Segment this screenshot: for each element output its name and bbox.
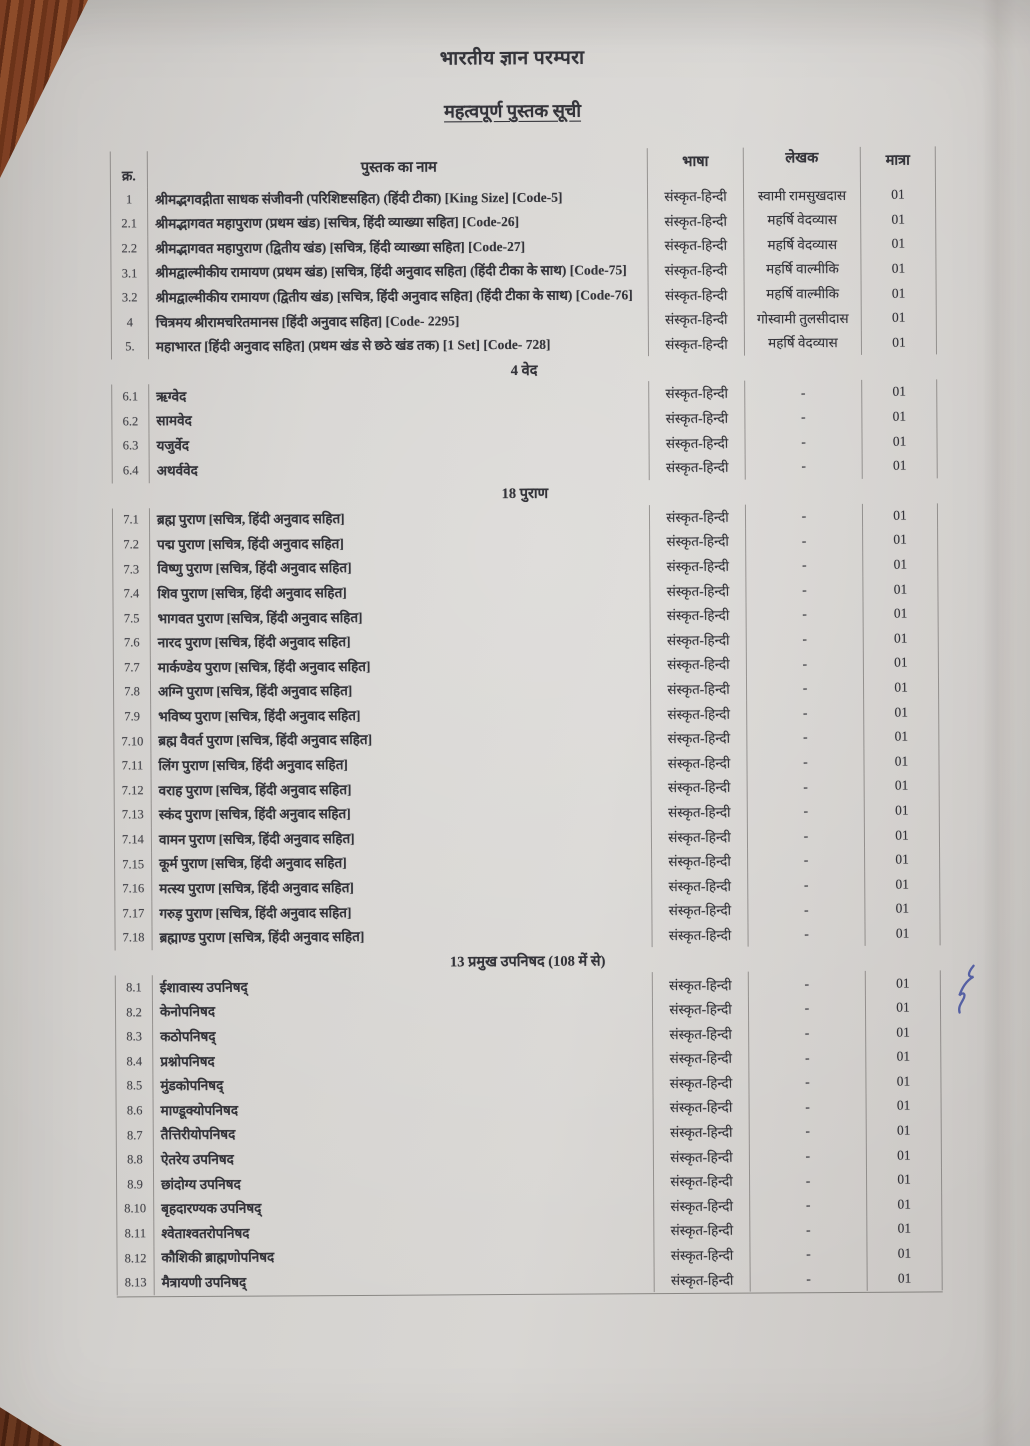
row-author: - <box>747 626 864 651</box>
row-no: 7.13 <box>114 803 152 828</box>
row-author: - <box>747 725 864 750</box>
row-author: - <box>749 1069 866 1094</box>
row-name: ऐतरेय उपनिषद <box>154 1145 654 1173</box>
row-lang: संस्कृत-हिन्दी <box>654 1193 750 1218</box>
row-lang: संस्कृत-हिन्दी <box>653 996 749 1021</box>
row-name: श्रीमद्भागवत महापुराण (प्रथम खंड) [सचित्र, हिंदी व्याख्या सहित] [Code-26] <box>148 209 648 237</box>
row-lang: संस्कृत-हिन्दी <box>654 1119 750 1144</box>
row-no: 8.13 <box>117 1271 155 1296</box>
row-no: 6.2 <box>111 409 149 434</box>
row-name: वराह पुराण [सचित्र, हिंदी अनुवाद सहित] <box>152 775 652 803</box>
row-author: - <box>749 971 866 996</box>
row-no: 7.15 <box>114 852 152 877</box>
row-name: भागवत पुराण [सचित्र, हिंदी अनुवाद सहित] <box>151 603 651 631</box>
row-qty: 01 <box>865 823 940 848</box>
row-no: 4 <box>111 310 149 335</box>
row-lang: संस्कृत-हिन्दी <box>651 627 747 652</box>
row-no: 7.14 <box>114 827 152 852</box>
row-lang: संस्कृत-हिन्दी <box>651 725 747 750</box>
row-qty: 01 <box>863 528 938 553</box>
desk-corner-bottom-left <box>0 1402 62 1446</box>
row-qty: 01 <box>866 971 941 996</box>
row-no: 7.8 <box>113 680 151 705</box>
row-qty: 01 <box>861 256 936 281</box>
row-lang: संस्कृत-हिन्दी <box>649 430 745 455</box>
row-qty: 01 <box>861 232 936 257</box>
row-author: - <box>748 872 865 897</box>
row-no: 5. <box>111 335 149 360</box>
row-no: 7.4 <box>112 582 150 607</box>
row-lang: संस्कृत-हिन्दी <box>650 553 746 578</box>
row-author: - <box>749 1045 866 1070</box>
row-no: 8.6 <box>116 1098 154 1123</box>
row-no: 7.9 <box>113 705 151 730</box>
row-name: मुंडकोपनिषद् <box>153 1071 653 1099</box>
row-qty: 01 <box>867 1118 942 1143</box>
row-author: महर्षि वाल्मीकि <box>744 257 861 282</box>
row-name: कठोपनिषद् <box>153 1022 653 1050</box>
header-language: भाषा <box>648 148 744 185</box>
row-lang: संस्कृत-हिन्दी <box>651 602 747 627</box>
row-no: 3.2 <box>111 286 149 311</box>
row-lang: संस्कृत-हिन्दी <box>649 381 745 406</box>
row-no: 8.1 <box>115 975 153 1000</box>
row-qty: 01 <box>864 626 939 651</box>
row-lang: संस्कृत-हिन्दी <box>648 184 744 209</box>
row-lang: संस्कृत-हिन्दी <box>652 799 748 824</box>
pen-mark-icon <box>947 961 983 1020</box>
row-name: यजुर्वेद <box>149 431 649 459</box>
row-qty: 01 <box>862 305 937 330</box>
row-qty: 01 <box>863 453 938 478</box>
row-qty: 01 <box>866 1044 941 1069</box>
table-row <box>112 453 938 483</box>
page-subtitle: महत्वपूर्ण पुस्तक सूची <box>443 100 582 122</box>
row-name: वामन पुराण [सचित्र, हिंदी अनुवाद सहित] <box>152 824 652 852</box>
row-author: - <box>748 774 865 799</box>
row-qty: 01 <box>866 1020 941 1045</box>
row-no: 2.1 <box>110 212 148 237</box>
table-row <box>111 330 937 360</box>
row-name: श्रीमद्भगवद्गीता साधक संजीवनी (परिशिष्टसहित) (हिंदी टीका) [King Size] [Code-5] <box>148 184 648 212</box>
row-lang: संस्कृत-हिन्दी <box>655 1267 751 1292</box>
row-author: स्वामी रामसुखदास <box>744 183 861 208</box>
row-no: 7.16 <box>114 877 152 902</box>
row-author: - <box>750 1242 867 1267</box>
row-name: मैत्रायणी उपनिषद् <box>155 1268 655 1296</box>
header-author: लेखक <box>744 147 861 184</box>
row-qty: 01 <box>865 773 940 798</box>
row-author: - <box>747 602 864 627</box>
row-lang: संस्कृत-हिन्दी <box>650 578 746 603</box>
row-no: 6.3 <box>111 434 149 459</box>
row-author: - <box>745 429 862 454</box>
row-qty: 01 <box>861 182 936 207</box>
row-name: अग्नि पुराण [सचित्र, हिंदी अनुवाद सहित] <box>151 677 651 705</box>
row-lang: संस्कृत-हिन्दी <box>649 331 745 356</box>
row-author: महर्षि वेदव्यास <box>744 232 861 257</box>
row-author: महर्षि वेदव्यास <box>745 330 862 355</box>
row-author: - <box>746 553 863 578</box>
row-name: विष्णु पुराण [सचित्र, हिंदी अनुवाद सहित] <box>150 554 650 582</box>
row-author: महर्षि वेदव्यास <box>744 207 861 232</box>
row-no: 7.2 <box>112 532 150 557</box>
row-name: छांदोग्य उपनिषद <box>154 1169 654 1197</box>
row-lang: संस्कृत-हिन्दी <box>650 455 746 480</box>
row-lang: संस्कृत-हिन्दी <box>652 898 748 923</box>
row-no: 8.10 <box>116 1197 154 1222</box>
section-label: 18 पुराण <box>501 485 549 503</box>
row-qty: 01 <box>862 380 937 405</box>
section-label: 13 प्रमुख उपनिषद (108 में से) <box>449 953 606 971</box>
row-author: - <box>746 503 863 528</box>
row-name: ब्रह्म वैवर्त पुराण [सचित्र, हिंदी अनुवाद सहित] <box>151 726 651 754</box>
row-author: - <box>745 405 862 430</box>
row-name: ईशावास्य उपनिषद् <box>153 972 653 1000</box>
row-name: कूर्म पुराण [सचित्र, हिंदी अनुवाद सहित] <box>152 849 652 877</box>
row-qty: 01 <box>866 1069 941 1094</box>
row-author: गोस्वामी तुलसीदास <box>745 306 862 331</box>
row-author: - <box>751 1266 868 1291</box>
row-name: केनोपनिषद <box>153 997 653 1025</box>
row-qty: 01 <box>867 1143 942 1168</box>
row-name: महाभारत [हिंदी अनुवाद सहित] (प्रथम खंड से छठे खंड तक) [1 Set] [Code- 728] <box>149 332 649 360</box>
row-no: 8.5 <box>115 1074 153 1099</box>
row-no: 7.17 <box>114 901 152 926</box>
row-no: 8.9 <box>116 1172 154 1197</box>
row-no: 7.3 <box>112 557 150 582</box>
row-name: लिंग पुराण [सचित्र, हिंदी अनुवाद सहित] <box>151 751 651 779</box>
row-lang: संस्कृत-हिन्दी <box>653 1021 749 1046</box>
row-author: - <box>746 577 863 602</box>
row-name: ब्रह्माण्ड पुराण [सचित्र, हिंदी अनुवाद सहित] <box>152 923 652 951</box>
row-name: बृहदारण्यक उपनिषद् <box>154 1194 654 1222</box>
row-name: मार्कण्डेय पुराण [सचित्र, हिंदी अनुवाद सहित] <box>151 652 651 680</box>
row-name: तैत्तिरीयोपनिषद <box>154 1120 654 1148</box>
row-lang: संस्कृत-हिन्दी <box>651 750 747 775</box>
row-no: 7.7 <box>113 655 151 680</box>
row-lang: संस्कृत-हिन्दी <box>648 208 744 233</box>
row-qty: 01 <box>863 577 938 602</box>
row-lang: संस्कृत-हिन्दी <box>653 972 749 997</box>
row-no: 7.12 <box>114 778 152 803</box>
row-author: - <box>750 1217 867 1242</box>
section-label: 4 वेद <box>510 362 538 379</box>
row-author: - <box>749 1020 866 1045</box>
row-qty: 01 <box>867 1192 942 1217</box>
row-name: शिव पुराण [सचित्र, हिंदी अनुवाद सहित] <box>150 578 650 606</box>
row-name: कौशिकी ब्राह्मणोपनिषद <box>154 1243 654 1271</box>
header-no: क्र. <box>110 151 148 187</box>
row-qty: 01 <box>863 552 938 577</box>
row-qty: 01 <box>864 675 939 700</box>
row-name: गरुड़ पुराण [सचित्र, हिंदी अनुवाद सहित] <box>152 898 652 926</box>
row-name: ब्रह्म पुराण [सचित्र, हिंदी अनुवाद सहित] <box>150 505 650 533</box>
row-author: - <box>750 1192 867 1217</box>
row-no: 8.8 <box>116 1148 154 1173</box>
row-author: - <box>750 1119 867 1144</box>
row-no: 7.18 <box>114 926 152 951</box>
row-name: स्कंद पुराण [सचित्र, हिंदी अनुवाद सहित] <box>152 800 652 828</box>
row-lang: संस्कृत-हिन्दी <box>654 1095 750 1120</box>
row-author: - <box>748 823 865 848</box>
row-no: 8.2 <box>115 1000 153 1025</box>
table-rows <box>110 182 943 1295</box>
row-name: श्रीमद्वाल्मीकीय रामायण (प्रथम खंड) [सचित्र, हिंदी अनुवाद सहित] (हिंदी टीका के साथ) [Code-75] <box>148 258 648 286</box>
row-no: 7.11 <box>113 754 151 779</box>
table-header-row <box>110 146 936 187</box>
row-qty: 01 <box>862 330 937 355</box>
row-qty: 01 <box>867 1217 942 1242</box>
row-author: - <box>748 897 865 922</box>
row-no: 1 <box>110 187 148 212</box>
row-author: - <box>747 749 864 774</box>
row-qty: 01 <box>865 896 940 921</box>
row-no: 8.3 <box>115 1025 153 1050</box>
row-name: श्रीमद्भागवत महापुराण (द्वितीय खंड) [सचित्र, हिंदी व्याख्या सहित] [Code-27] <box>148 233 648 261</box>
row-name: माण्डूक्योपनिषद <box>154 1095 654 1123</box>
row-qty: 01 <box>862 429 937 454</box>
row-name: प्रश्नोपनिषद <box>153 1046 653 1074</box>
row-qty: 01 <box>862 404 937 429</box>
row-author: - <box>750 1168 867 1193</box>
row-name: भविष्य पुराण [सचित्र, हिंदी अनुवाद सहित] <box>151 701 651 729</box>
row-author: - <box>748 921 865 946</box>
row-qty: 01 <box>868 1266 943 1291</box>
row-name: चित्रमय श्रीरामचरितमानस [हिंदी अनुवाद सहित] [Code- 2295] <box>149 307 649 335</box>
row-qty: 01 <box>864 601 939 626</box>
row-name: श्वेताश्वतरोपनिषद <box>154 1218 654 1246</box>
row-lang: संस्कृत-हिन्दी <box>651 701 747 726</box>
row-lang: संस्कृत-हिन्दी <box>654 1218 750 1243</box>
row-qty: 01 <box>867 1094 942 1119</box>
row-qty: 01 <box>865 798 940 823</box>
row-name: ऋग्वेद <box>149 381 649 409</box>
row-lang: संस्कृत-हिन्दी <box>649 282 745 307</box>
row-qty: 01 <box>866 995 941 1020</box>
row-lang: संस्कृत-हिन्दी <box>651 676 747 701</box>
row-no: 6.4 <box>112 458 150 483</box>
row-no: 6.1 <box>111 384 149 409</box>
row-author: - <box>749 996 866 1021</box>
header-name: पुस्तक का नाम <box>148 148 648 187</box>
row-lang: संस्कृत-हिन्दी <box>648 257 744 282</box>
row-author: - <box>747 676 864 701</box>
row-qty: 01 <box>865 921 940 946</box>
row-no: 7.5 <box>113 606 151 631</box>
header-qty: मात्रा <box>861 146 936 182</box>
row-no: 8.12 <box>116 1246 154 1271</box>
row-qty: 01 <box>864 700 939 725</box>
row-lang: संस्कृत-हिन्दी <box>649 307 745 332</box>
row-name: श्रीमद्वाल्मीकीय रामायण (द्वितीय खंड) [सचित्र, हिंदी अनुवाद सहित] (हिंदी टीका के साथ) [Code-76] <box>149 283 649 311</box>
row-no: 7.1 <box>112 508 150 533</box>
row-author: महर्षि वाल्मीकि <box>745 281 862 306</box>
row-qty: 01 <box>865 847 940 872</box>
row-lang: संस्कृत-हिन्दी <box>651 652 747 677</box>
row-lang: संस्कृत-हिन्दी <box>652 775 748 800</box>
book-table <box>110 146 943 1295</box>
row-qty: 01 <box>862 281 937 306</box>
row-no: 8.4 <box>115 1049 153 1074</box>
row-author: - <box>747 700 864 725</box>
row-lang: संस्कृत-हिन्दी <box>654 1169 750 1194</box>
row-qty: 01 <box>861 207 936 232</box>
row-lang: संस्कृत-हिन्दी <box>649 405 745 430</box>
table-row <box>117 1266 943 1296</box>
row-no: 7.10 <box>113 729 151 754</box>
row-no: 2.2 <box>110 236 148 261</box>
row-qty: 01 <box>867 1167 942 1192</box>
row-lang: संस्कृत-हिन्दी <box>653 1046 749 1071</box>
row-author: - <box>750 1094 867 1119</box>
row-no: 7.6 <box>113 631 151 656</box>
row-lang: संस्कृत-हिन्दी <box>653 1070 749 1095</box>
row-no: 8.11 <box>116 1221 154 1246</box>
row-qty: 01 <box>864 724 939 749</box>
row-lang: संस्कृत-हिन्दी <box>652 824 748 849</box>
row-name: नारद पुराण [सचित्र, हिंदी अनुवाद सहित] <box>151 628 651 656</box>
row-author: - <box>750 1143 867 1168</box>
row-lang: संस्कृत-हिन्दी <box>652 873 748 898</box>
row-name: पद्म पुराण [सचित्र, हिंदी अनुवाद सहित] <box>150 529 650 557</box>
row-qty: 01 <box>864 651 939 676</box>
row-qty: 01 <box>867 1241 942 1266</box>
row-no: 3.1 <box>110 261 148 286</box>
row-author: - <box>746 528 863 553</box>
row-no: 8.7 <box>116 1123 154 1148</box>
table-row <box>114 921 940 951</box>
row-qty: 01 <box>863 503 938 528</box>
row-lang: संस्कृत-हिन्दी <box>650 504 746 529</box>
row-lang: संस्कृत-हिन्दी <box>654 1242 750 1267</box>
row-qty: 01 <box>864 749 939 774</box>
row-author: - <box>748 799 865 824</box>
page-title: भारतीय ज्ञान परम्परा <box>439 47 585 70</box>
row-author: - <box>747 651 864 676</box>
row-author: - <box>746 454 863 479</box>
row-author: - <box>748 848 865 873</box>
row-lang: संस्कृत-हिन्दी <box>652 848 748 873</box>
row-lang: संस्कृत-हिन्दी <box>648 233 744 258</box>
row-lang: संस्कृत-हिन्दी <box>650 529 746 554</box>
row-qty: 01 <box>865 872 940 897</box>
row-name: अथर्ववेद <box>150 455 650 483</box>
row-author: - <box>745 380 862 405</box>
row-lang: संस्कृत-हिन्दी <box>652 922 748 947</box>
row-lang: संस्कृत-हिन्दी <box>654 1144 750 1169</box>
row-name: सामवेद <box>149 406 649 434</box>
row-name: मत्स्य पुराण [सचित्र, हिंदी अनुवाद सहित] <box>152 874 652 902</box>
